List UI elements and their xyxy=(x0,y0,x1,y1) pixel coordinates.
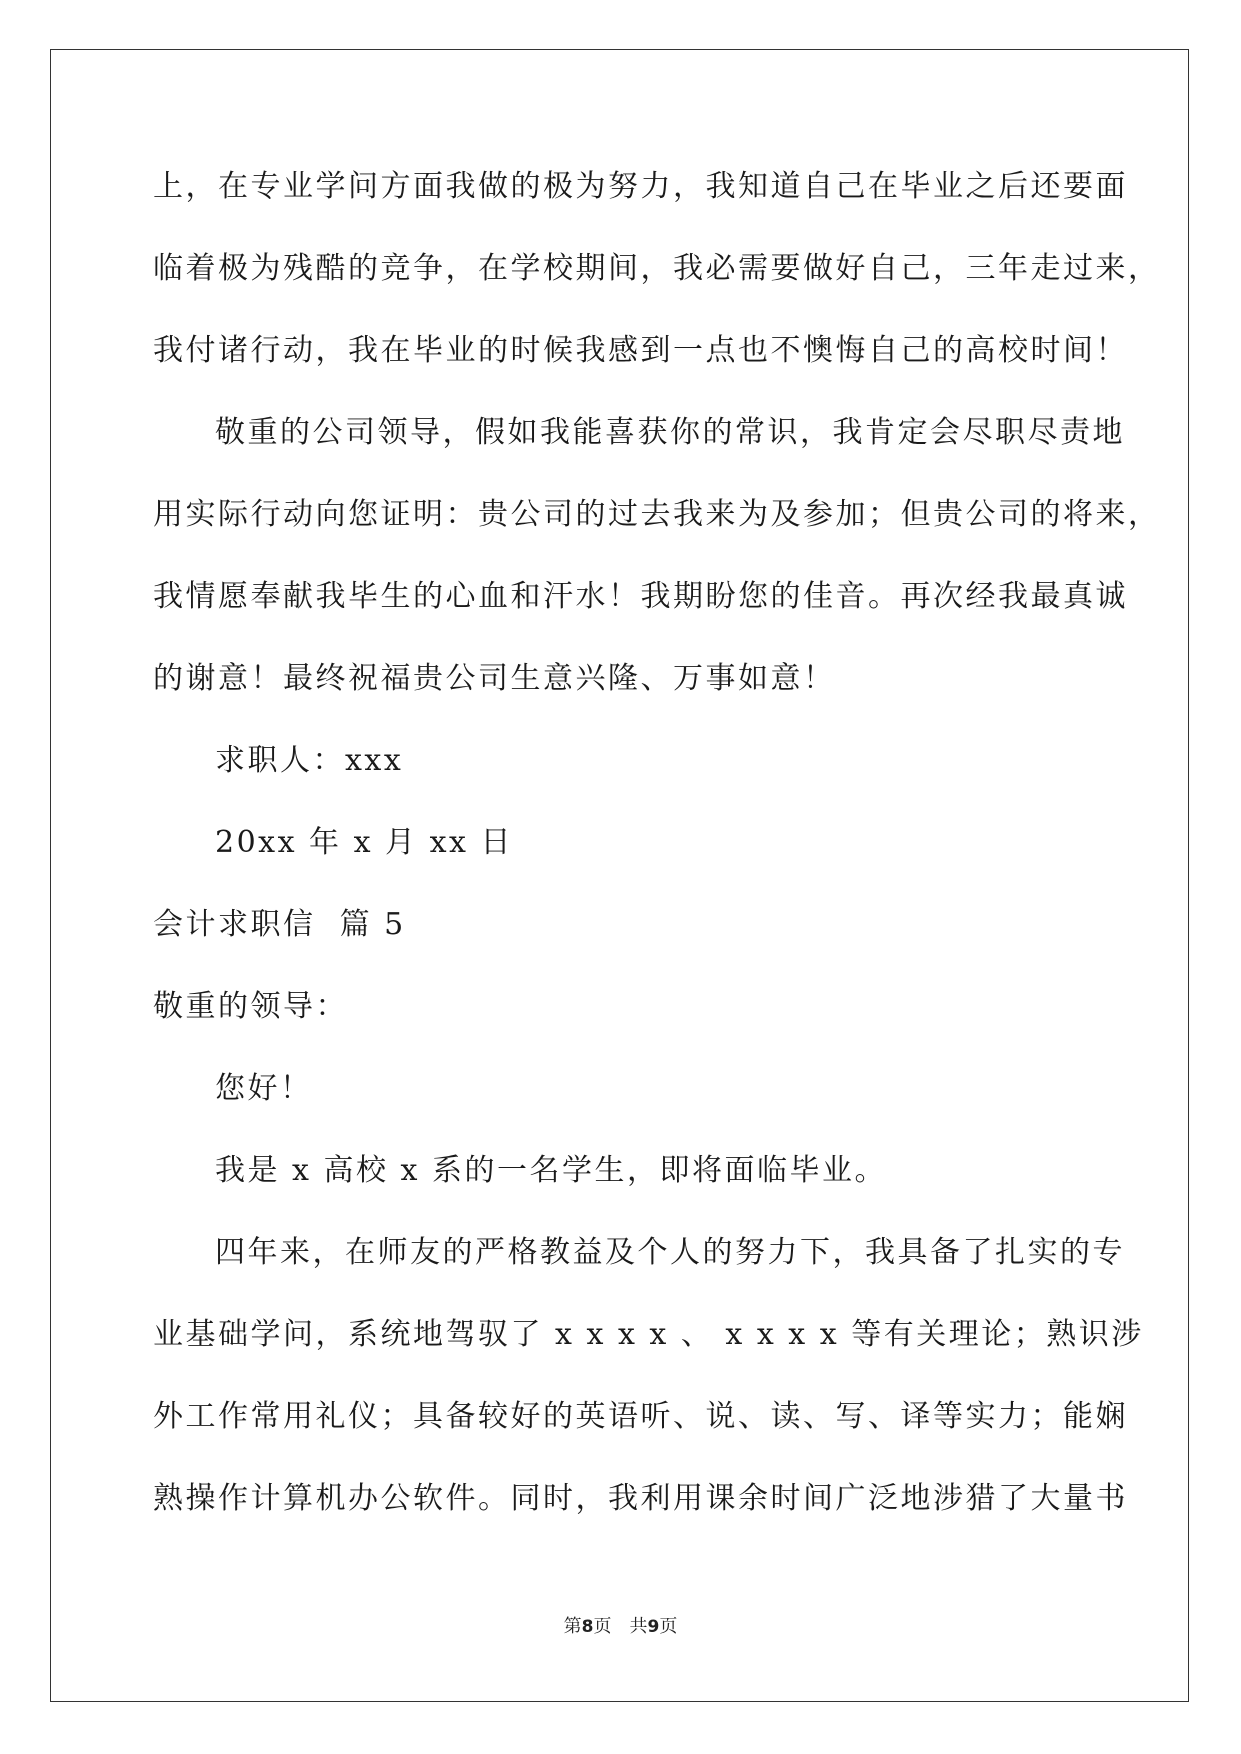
applicant-signature: 求职人：xxx xyxy=(215,743,404,778)
greeting: 您好！ xyxy=(215,1071,313,1106)
paragraph-line: 临着极为残酷的竞争，在学校期间，我必需要做好自己，三年走过来， xyxy=(153,251,1161,286)
paragraph-line: 上，在专业学问方面我做的极为努力，我知道自己在毕业之后还要面 xyxy=(153,169,1128,204)
current-page-number: 8 xyxy=(581,1617,594,1637)
section-heading: 会计求职信 篇 5 xyxy=(153,907,406,942)
salutation: 敬重的领导： xyxy=(153,989,348,1024)
document-body xyxy=(153,162,1161,1556)
paragraph-line: 业基础学问，系统地驾驭了 x x x x 、 x x x x 等有关理论；熟识涉 xyxy=(153,1317,1144,1352)
page-suffix: 页 xyxy=(593,1616,612,1637)
paragraph-line: 用实际行动向您证明：贵公司的过去我来为及参加；但贵公司的将来， xyxy=(153,497,1161,532)
letter-date: 20xx 年 x 月 xx 日 xyxy=(215,825,513,860)
paragraph-line: 敬重的公司领导，假如我能喜获你的常识，我肯定会尽职尽责地 xyxy=(215,415,1125,450)
paragraph-line: 熟操作计算机办公软件。同时，我利用课余时间广泛地涉猎了大量书 xyxy=(153,1481,1128,1516)
paragraph-line: 我付诸行动，我在毕业的时候我感到一点也不懊悔自己的高校时间！ xyxy=(153,333,1128,368)
total-page-count: 9 xyxy=(647,1617,660,1637)
page-prefix: 第 xyxy=(563,1616,582,1637)
paragraph-line: 我是 x 高校 x 系的一名学生，即将面临毕业。 xyxy=(215,1153,887,1188)
total-suffix: 页 xyxy=(659,1616,678,1637)
total-prefix: 共 xyxy=(629,1616,648,1637)
paragraph-line: 的谢意！最终祝福贵公司生意兴隆、万事如意！ xyxy=(153,661,836,696)
page-footer xyxy=(0,1615,1241,1639)
paragraph-line: 外工作常用礼仪；具备较好的英语听、说、读、写、译等实力；能娴 xyxy=(153,1399,1128,1434)
paragraph-line: 我情愿奉献我毕生的心血和汗水！我期盼您的佳音。再次经我最真诚 xyxy=(153,579,1128,614)
paragraph-line: 四年来，在师友的严格教益及个人的努力下，我具备了扎实的专 xyxy=(215,1235,1125,1270)
